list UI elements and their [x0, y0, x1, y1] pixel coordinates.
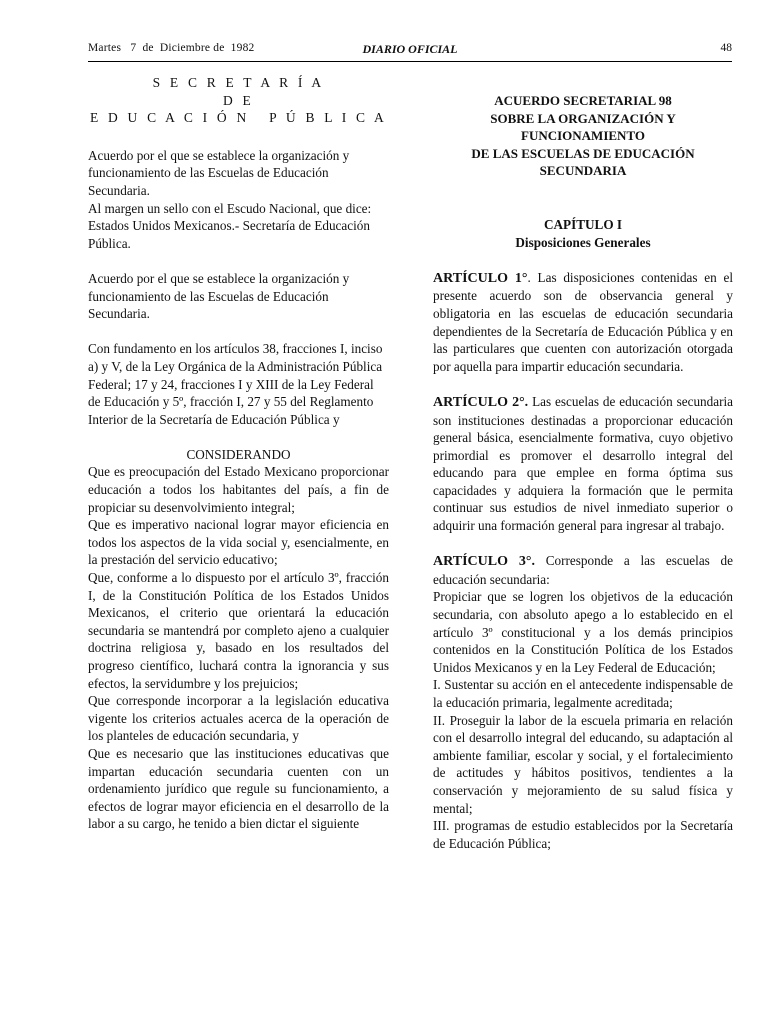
intro-paragraph: Al margen un sello con el Escudo Nacional, que dice: Estados Unidos Mexicanos.- Secretaría de Educación Pública. — [88, 200, 372, 251]
considerando-item: Que es imperativo nacional lograr mayor eficiencia en todos los aspectos de la vida social y, esencialmente, en la prestación del servicio educativo; — [88, 517, 389, 568]
header-rule — [88, 61, 732, 62]
chapter-title: CAPÍTULO I — [543, 216, 623, 232]
intro-paragraph: Acuerdo por el que se establece la organización y funcionamiento de las Escuelas de Educación Secundaria. — [88, 270, 350, 322]
agreement-title-line: ACUERDO SECRETARIAL 98 — [494, 93, 672, 108]
chapter-subtitle: Disposiciones Generales — [515, 234, 651, 250]
ministry-heading-line: E D U C A C I Ó N P Ú B L I C A — [90, 110, 387, 126]
considerando-item: Que es necesario que las instituciones educativas que impartan educación secundaria cuenten con un ordenamiento jurídico que regule su funcionamiento, a efectos de lograr mayor eficiencia en el desarrollo de la labor a su cargo, he tenido a bien dictar el siguiente — [88, 745, 389, 832]
agreement-title-line: FUNCIONAMIENTO — [521, 128, 645, 144]
agreement-title-line: SOBRE LA ORGANIZACIÓN Y — [490, 110, 676, 126]
article-3-item: II. Proseguir la labor de la escuela primaria en relación con el desarrollo integral del educando, su adaptación al ambiente familiar, escolar y social, y el fortalecimiento de actitudes y hábitos positivos, tendientes a la conservación y mejoramiento de su salud física y mental; — [433, 712, 733, 816]
considerando-title: CONSIDERANDO — [186, 446, 291, 462]
considerando-item: Que, conforme a lo dispuesto por el artículo 3º, fracción I, de la Constitución Política de los Estados Unidos Mexicanos, el criterio que orientará la educación secundaria se mantendrá por completo ajeno a cualquier doctrina religiosa y, basado en los resultados del progreso científico, luchará contra la ignorancia y sus efectos, la servidumbre y los prejuicios; — [88, 570, 389, 691]
article-3 — [433, 552, 733, 588]
legal-basis-paragraph: Con fundamento en los artículos 38, fracciones I, inciso a) y V, de la Ley Orgánica de la Administración Pública Federal; 17 y 24, fracciones I y XIII de la Ley Federal de Educación y 5º, fracción I, 27 y 55 del Reglamento Interior de la Secretaría de Educación Pública y — [88, 341, 383, 427]
page-header — [88, 42, 732, 58]
article-2 — [433, 393, 733, 535]
header-page-number: 48 — [720, 42, 732, 54]
ministry-heading-line: D E — [223, 92, 254, 108]
article-2-label: ARTÍCULO 2°. — [433, 394, 529, 410]
considerando-item: Que es preocupación del Estado Mexicano proporcionar educación a todos los habitantes del país, a fin de propiciar su desenvolvimiento integral; — [88, 464, 389, 515]
article-3-text: Corresponde a las escuelas de educación secundaria: — [433, 553, 733, 587]
header-newspaper-name: DIARIO OFICIAL — [362, 42, 458, 56]
header-date: Martes 7 de Diciembre de 1982 — [88, 42, 255, 54]
agreement-title-line: DE LAS ESCUELAS DE EDUCACIÓN — [471, 145, 695, 161]
right-column — [433, 92, 733, 852]
article-2-text: Las escuelas de educación secundaria son instituciones destinadas a proporcionar educación general básica, esencialmente formativa, cuyo objetivo primordial es promover el desarrollo integral del educando para que emplee en forma óptima sus capacidades y adquiera la formación que le permita continuar sus estudios de nivel inmediato superior o adquirir una formación general para ingresar al trabajo. — [433, 393, 734, 534]
article-3-label: ARTÍCULO 3°. — [433, 554, 536, 570]
article-3-item: Propiciar que se logren los objetivos de la educación secundaria, con absoluto apego a lo establecido en el artículo 3º constitucional y a los demás principios contenidos en la Constitución Política de los Estados Unidos Mexicanos y en la Ley Federal de Educación; — [433, 589, 733, 675]
article-1-label: ARTÍCULO 1° — [433, 270, 528, 286]
article-3-item: I. Sustentar su acción en el antecedente indispensable de la educación primaria, legalmente acreditada; — [433, 677, 733, 710]
article-1 — [433, 269, 733, 376]
article-1-text: . Las disposiciones contenidas en el presente acuerdo son de observancia general y obligatoria en las escuelas de educación secundaria dependientes de la Secretaría de Educación Pública y en las particulares que cuenten con autorización otorgada por aquella para impartir educación secundaria. — [433, 269, 733, 374]
intro-paragraph: Acuerdo por el que se establece la organización y funcionamiento de las Escuelas de Educación Secundaria. — [88, 147, 350, 198]
considerando-item: Que corresponde incorporar a la legislación educativa vigente los criterios actuales acerca de la operación de los planteles de educación secundaria, y — [88, 693, 389, 744]
ministry-heading-line: S E C R E T A R Í A — [152, 75, 325, 90]
left-column — [88, 74, 389, 833]
agreement-title-line: SECUNDARIA — [539, 163, 627, 179]
article-3-item: III. programas de estudio establecidos por la Secretaría de Educación Pública; — [433, 818, 733, 851]
